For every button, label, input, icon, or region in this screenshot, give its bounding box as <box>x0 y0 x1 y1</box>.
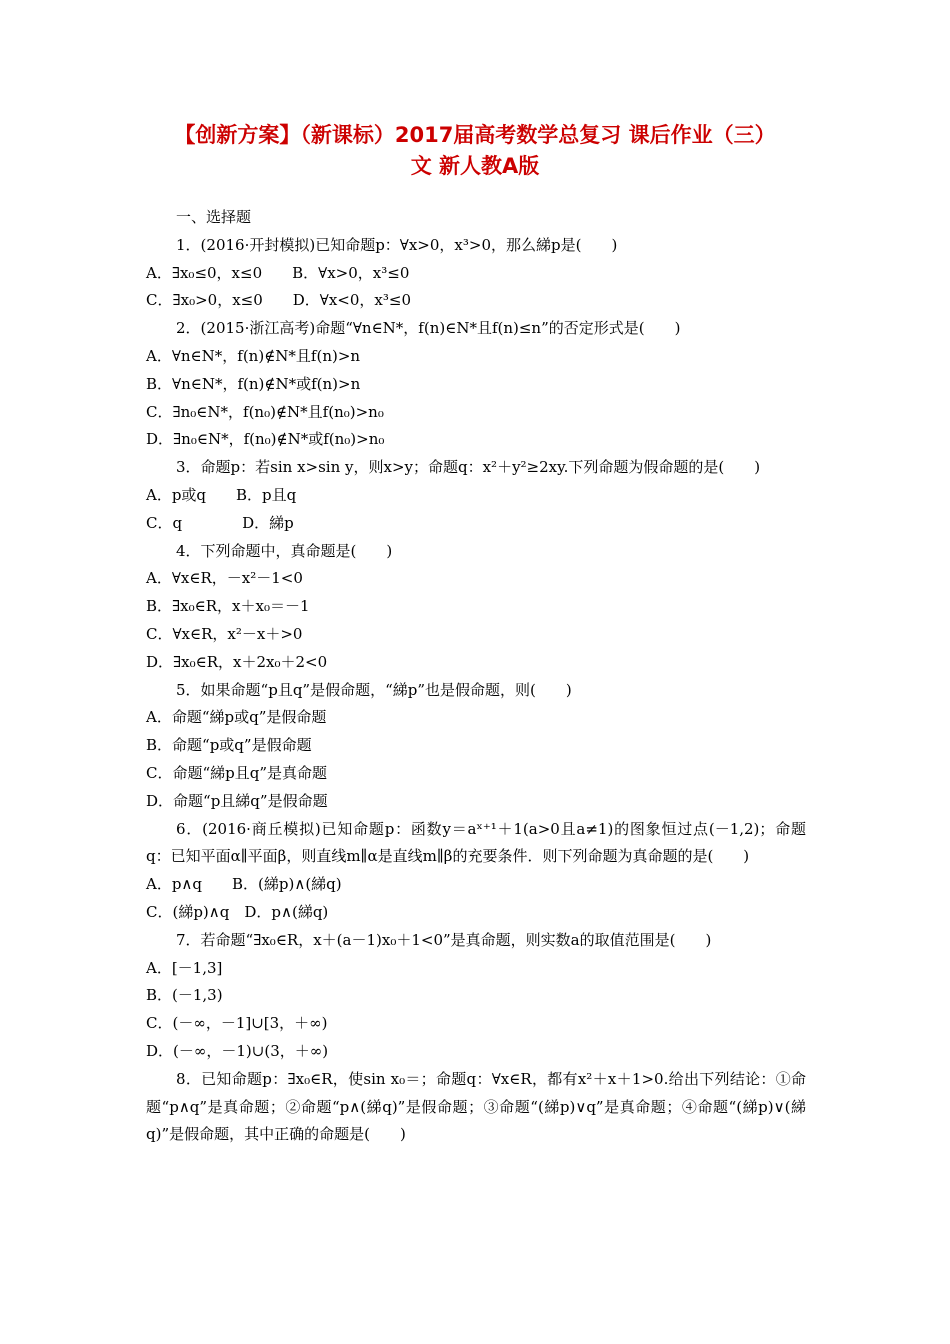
q1-options-cd: C．∃x₀>0，x≤0 D．∀x<0，x³≤0 <box>146 291 412 310</box>
question-4: 4．下列命题中，真命题是( ) <box>176 541 393 560</box>
q4-option-a: A．∀x∈R，－x²－1<0 <box>146 569 303 588</box>
q4-option-d: D．∃x₀∈R，x＋2x₀＋2<0 <box>146 652 328 671</box>
question-5: 5．如果命题“p且q”是假命题，“綈p”也是假命题，则( ) <box>176 680 572 699</box>
q2-option-c: C．∃n₀∈N*，f(n₀)∉N*且f(n₀)>n₀ <box>146 402 384 421</box>
q7-option-c: C．(－∞，－1]∪[3，＋∞) <box>146 1014 328 1033</box>
q7-option-a: A．[－1,3] <box>146 958 223 977</box>
q5-option-d: D．命题“p且綈q”是假命题 <box>146 791 328 810</box>
q5-option-c: C．命题“綈p且q”是真命题 <box>146 763 328 782</box>
question-7: 7．若命题“∃x₀∈R，x＋(a－1)x₀＋1<0”是真命题，则实数a的取值范围是( ) <box>176 930 712 949</box>
q2-option-d: D．∃n₀∈N*，f(n₀)∉N*或f(n₀)>n₀ <box>146 430 385 449</box>
question-3: 3．命题p：若sin x>sin y，则x>y；命题q：x²＋y²≥2xy.下列命题为假命题的是( ) <box>176 458 761 477</box>
q5-option-a: A．命题“綈p或q”是假命题 <box>146 708 327 727</box>
q7-option-d: D．(－∞，－1)∪(3，＋∞) <box>146 1041 329 1060</box>
question-2: 2．(2015·浙江高考)命题“∀n∈N*，f(n)∈N*且f(n)≤n”的否定形式是( ) <box>176 319 681 338</box>
q4-option-b: B．∃x₀∈R，x＋x₀＝－1 <box>146 597 310 616</box>
q3-options-ab: A．p或q B．p且q <box>146 485 297 504</box>
q4-option-c: C．∀x∈R，x²－x＋>0 <box>146 624 303 643</box>
question-1: 1．(2016·开封模拟)已知命题p：∀x>0，x³>0，那么綈p是( ) <box>176 235 618 254</box>
title-line-2: 文 新人教A版 <box>410 154 540 178</box>
title-line-1: 【创新方案】（新课标）2017届高考数学总复习 课后作业（三） <box>174 123 776 147</box>
question-8: 8．已知命题p：∃x₀∈R，使sin x₀＝；命题q：∀x∈R，都有x²＋x＋1>0.给出下列结论：①命题“p∧q”是真命题；②命题“p∧(綈q)”是假命题；③命题“(綈p)∨q”是真命题；④命题“(綈p)∨(綈q)”是假命题，其中正确的命题是( ) <box>146 1069 806 1144</box>
question-6: 6．(2016·商丘模拟)已知命题p：函数y＝aˣ⁺¹＋1(a>0且a≠1)的图象恒过点(－1,2)；命题q：已知平面α∥平面β，则直线m∥α是直线m∥β的充要条件．则下列命题为真命题的是( ) <box>146 819 806 866</box>
q7-option-b: B．(－1,3) <box>146 986 223 1005</box>
q2-option-a: A．∀n∈N*，f(n)∉N*且f(n)>n <box>146 346 361 365</box>
q1-options-ab: A．∃x₀≤0，x≤0 B．∀x>0，x³≤0 <box>146 263 410 282</box>
q3-options-cd: C．q D．綈p <box>146 513 294 532</box>
q5-option-b: B．命题“p或q”是假命题 <box>146 736 312 755</box>
q6-options-ab: A．p∧q B．(綈p)∧(綈q) <box>146 875 342 894</box>
section-heading: 一、选择题 <box>176 208 252 226</box>
document-title <box>100 120 850 182</box>
q6-options-cd: C．(綈p)∧q D．p∧(綈q) <box>146 902 329 921</box>
q2-option-b: B．∀n∈N*，f(n)∉N*或f(n)>n <box>146 374 361 393</box>
document-body <box>146 204 806 1149</box>
